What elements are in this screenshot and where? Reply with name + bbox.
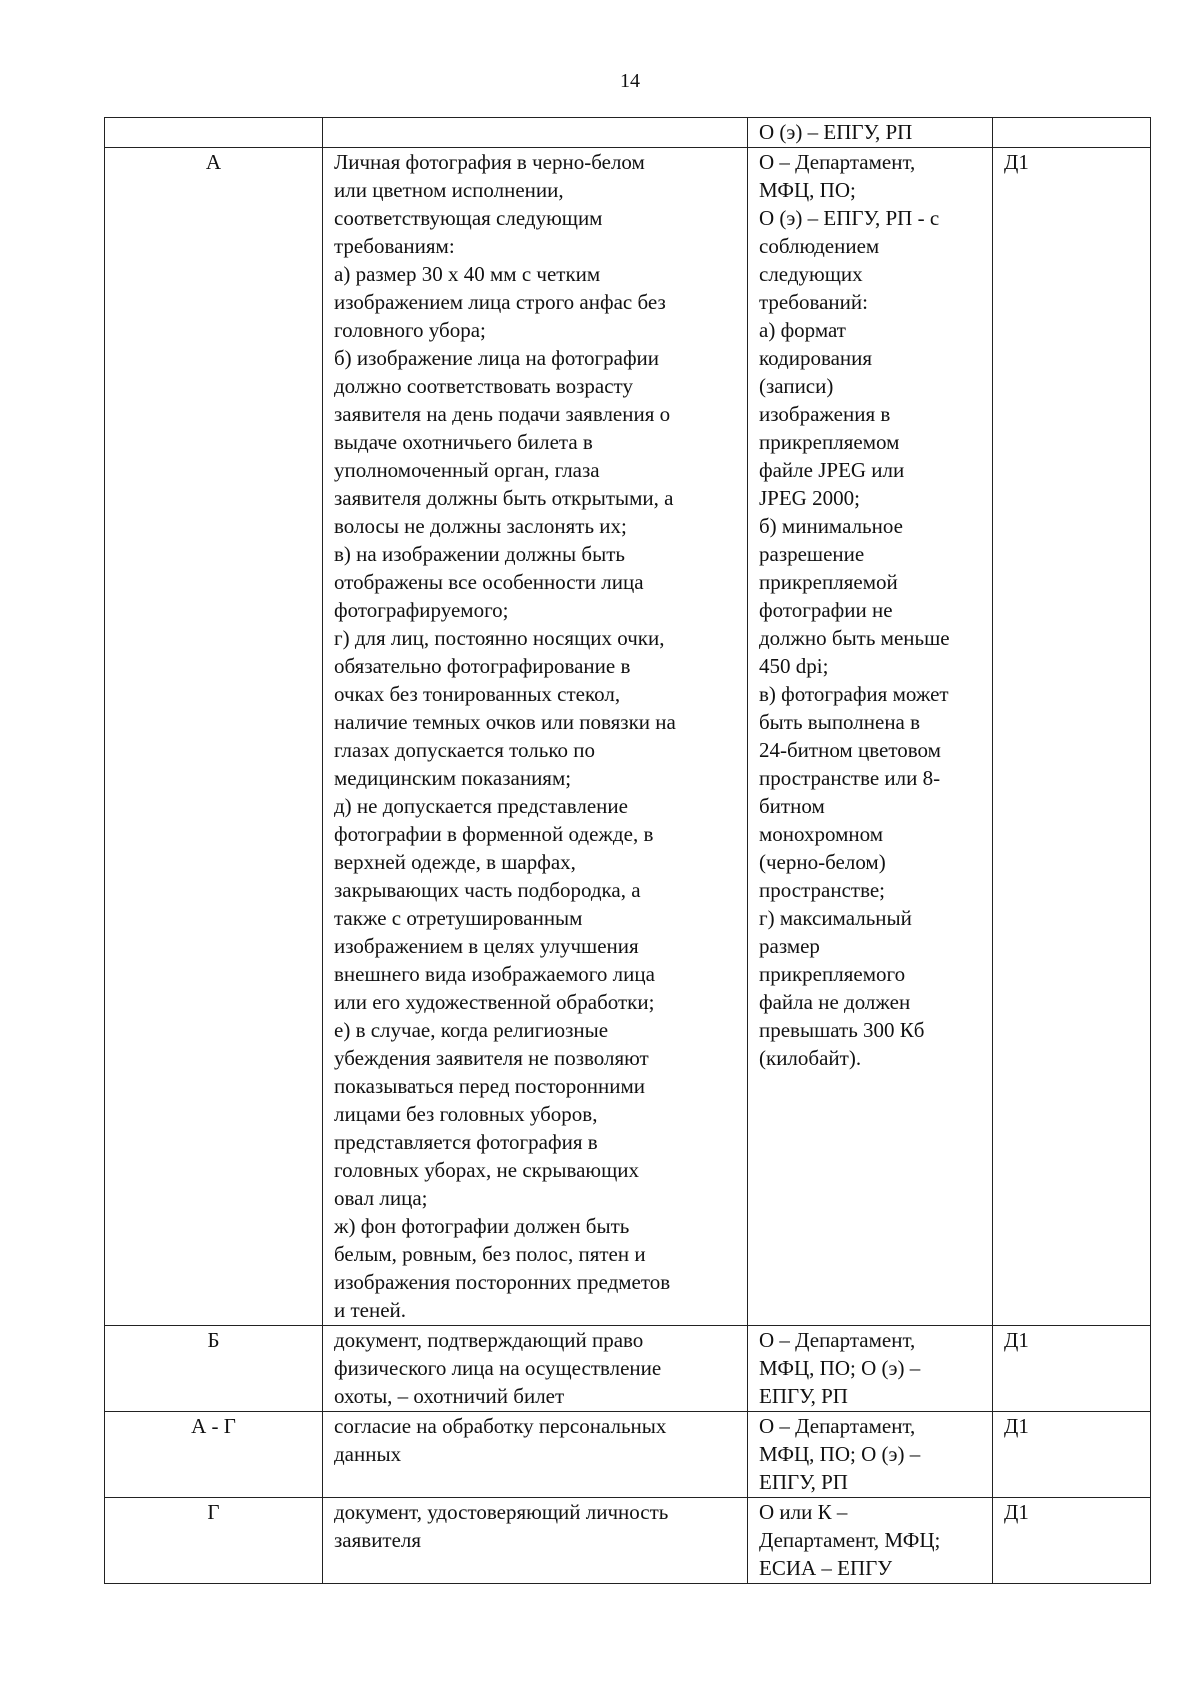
submission-method: О – Департамент, МФЦ, ПО; О (э) – ЕПГУ, РП [748, 1326, 993, 1412]
table-row [105, 1326, 1151, 1412]
submission-method: О или К – Департамент, МФЦ; ЕСИА – ЕПГУ [748, 1498, 993, 1584]
document-mark [993, 118, 1151, 148]
table-row [105, 148, 1151, 1326]
submission-method: О (э) – ЕПГУ, РП [748, 118, 993, 148]
submission-method: О – Департамент, МФЦ, ПО; О (э) – ЕПГУ, РП - с соблюдением следующих требований: а) формат кодирования (записи) изображения в прикрепляемом файле JPEG или JPEG 2000; б) минимальное разрешение прикрепляемой фотографии не должно быть меньше 450 dpi; в) фотография может быть выполнена в 24-битном цветовом пространстве или 8- битном монохромном (черно-белом) пространстве; г) максимальный размер прикрепляемого файла не должен превышать 300 Кб (килобайт). [748, 148, 993, 1326]
documents-table [104, 117, 1151, 1584]
table-row [105, 118, 1151, 148]
document-description: Личная фотография в черно-белом или цветном исполнении, соответствующая следующим требованиям: а) размер 30 х 40 мм с четким изображением лица строго анфас без головного убора; б) изображение лица на фотографии должно соответствовать возрасту заявителя на день подачи заявления о выдаче охотничьего билета в уполномоченный орган, глаза заявителя должны быть открытыми, а волосы не должны заслонять их; в) на изображении должны быть отображены все особенности лица фотографируемого; г) для лиц, постоянно носящих очки, обязательно фотографирование в очках без тонированных стекол, наличие темных очков или повязки на глазах допускается только по медицинским показаниям; д) не допускается представление фотографии в форменной одежде, в верхней одежде, в шарфах, закрывающих часть подбородка, а также с отретушированным изображением в целях улучшения внешнего вида изображаемого лица или его художественной обработки; е) в случае, когда религиозные убеждения заявителя не позволяют показываться перед посторонними лицами без головных уборов, представляется фотография в головных уборах, не скрывающих овал лица; ж) фон фотографии должен быть белым, ровным, без полос, пятен и изображения посторонних предметов и теней. [323, 148, 748, 1326]
row-code: Б [105, 1326, 323, 1412]
document-mark: Д1 [993, 1498, 1151, 1584]
page-number: 14 [620, 70, 640, 92]
document-mark: Д1 [993, 1326, 1151, 1412]
row-code: А - Г [105, 1412, 323, 1498]
document-description [323, 118, 748, 148]
submission-method: О – Департамент, МФЦ, ПО; О (э) – ЕПГУ, РП [748, 1412, 993, 1498]
document-mark: Д1 [993, 1412, 1151, 1498]
table-row [105, 1412, 1151, 1498]
document-description: документ, подтверждающий право физического лица на осуществление охоты, – охотничий билет [323, 1326, 748, 1412]
document-description: документ, удостоверяющий личность заявителя [323, 1498, 748, 1584]
table-row [105, 1498, 1151, 1584]
document-description: согласие на обработку персональных данных [323, 1412, 748, 1498]
row-code: А [105, 148, 323, 1326]
row-code: Г [105, 1498, 323, 1584]
document-mark: Д1 [993, 148, 1151, 1326]
row-code [105, 118, 323, 148]
